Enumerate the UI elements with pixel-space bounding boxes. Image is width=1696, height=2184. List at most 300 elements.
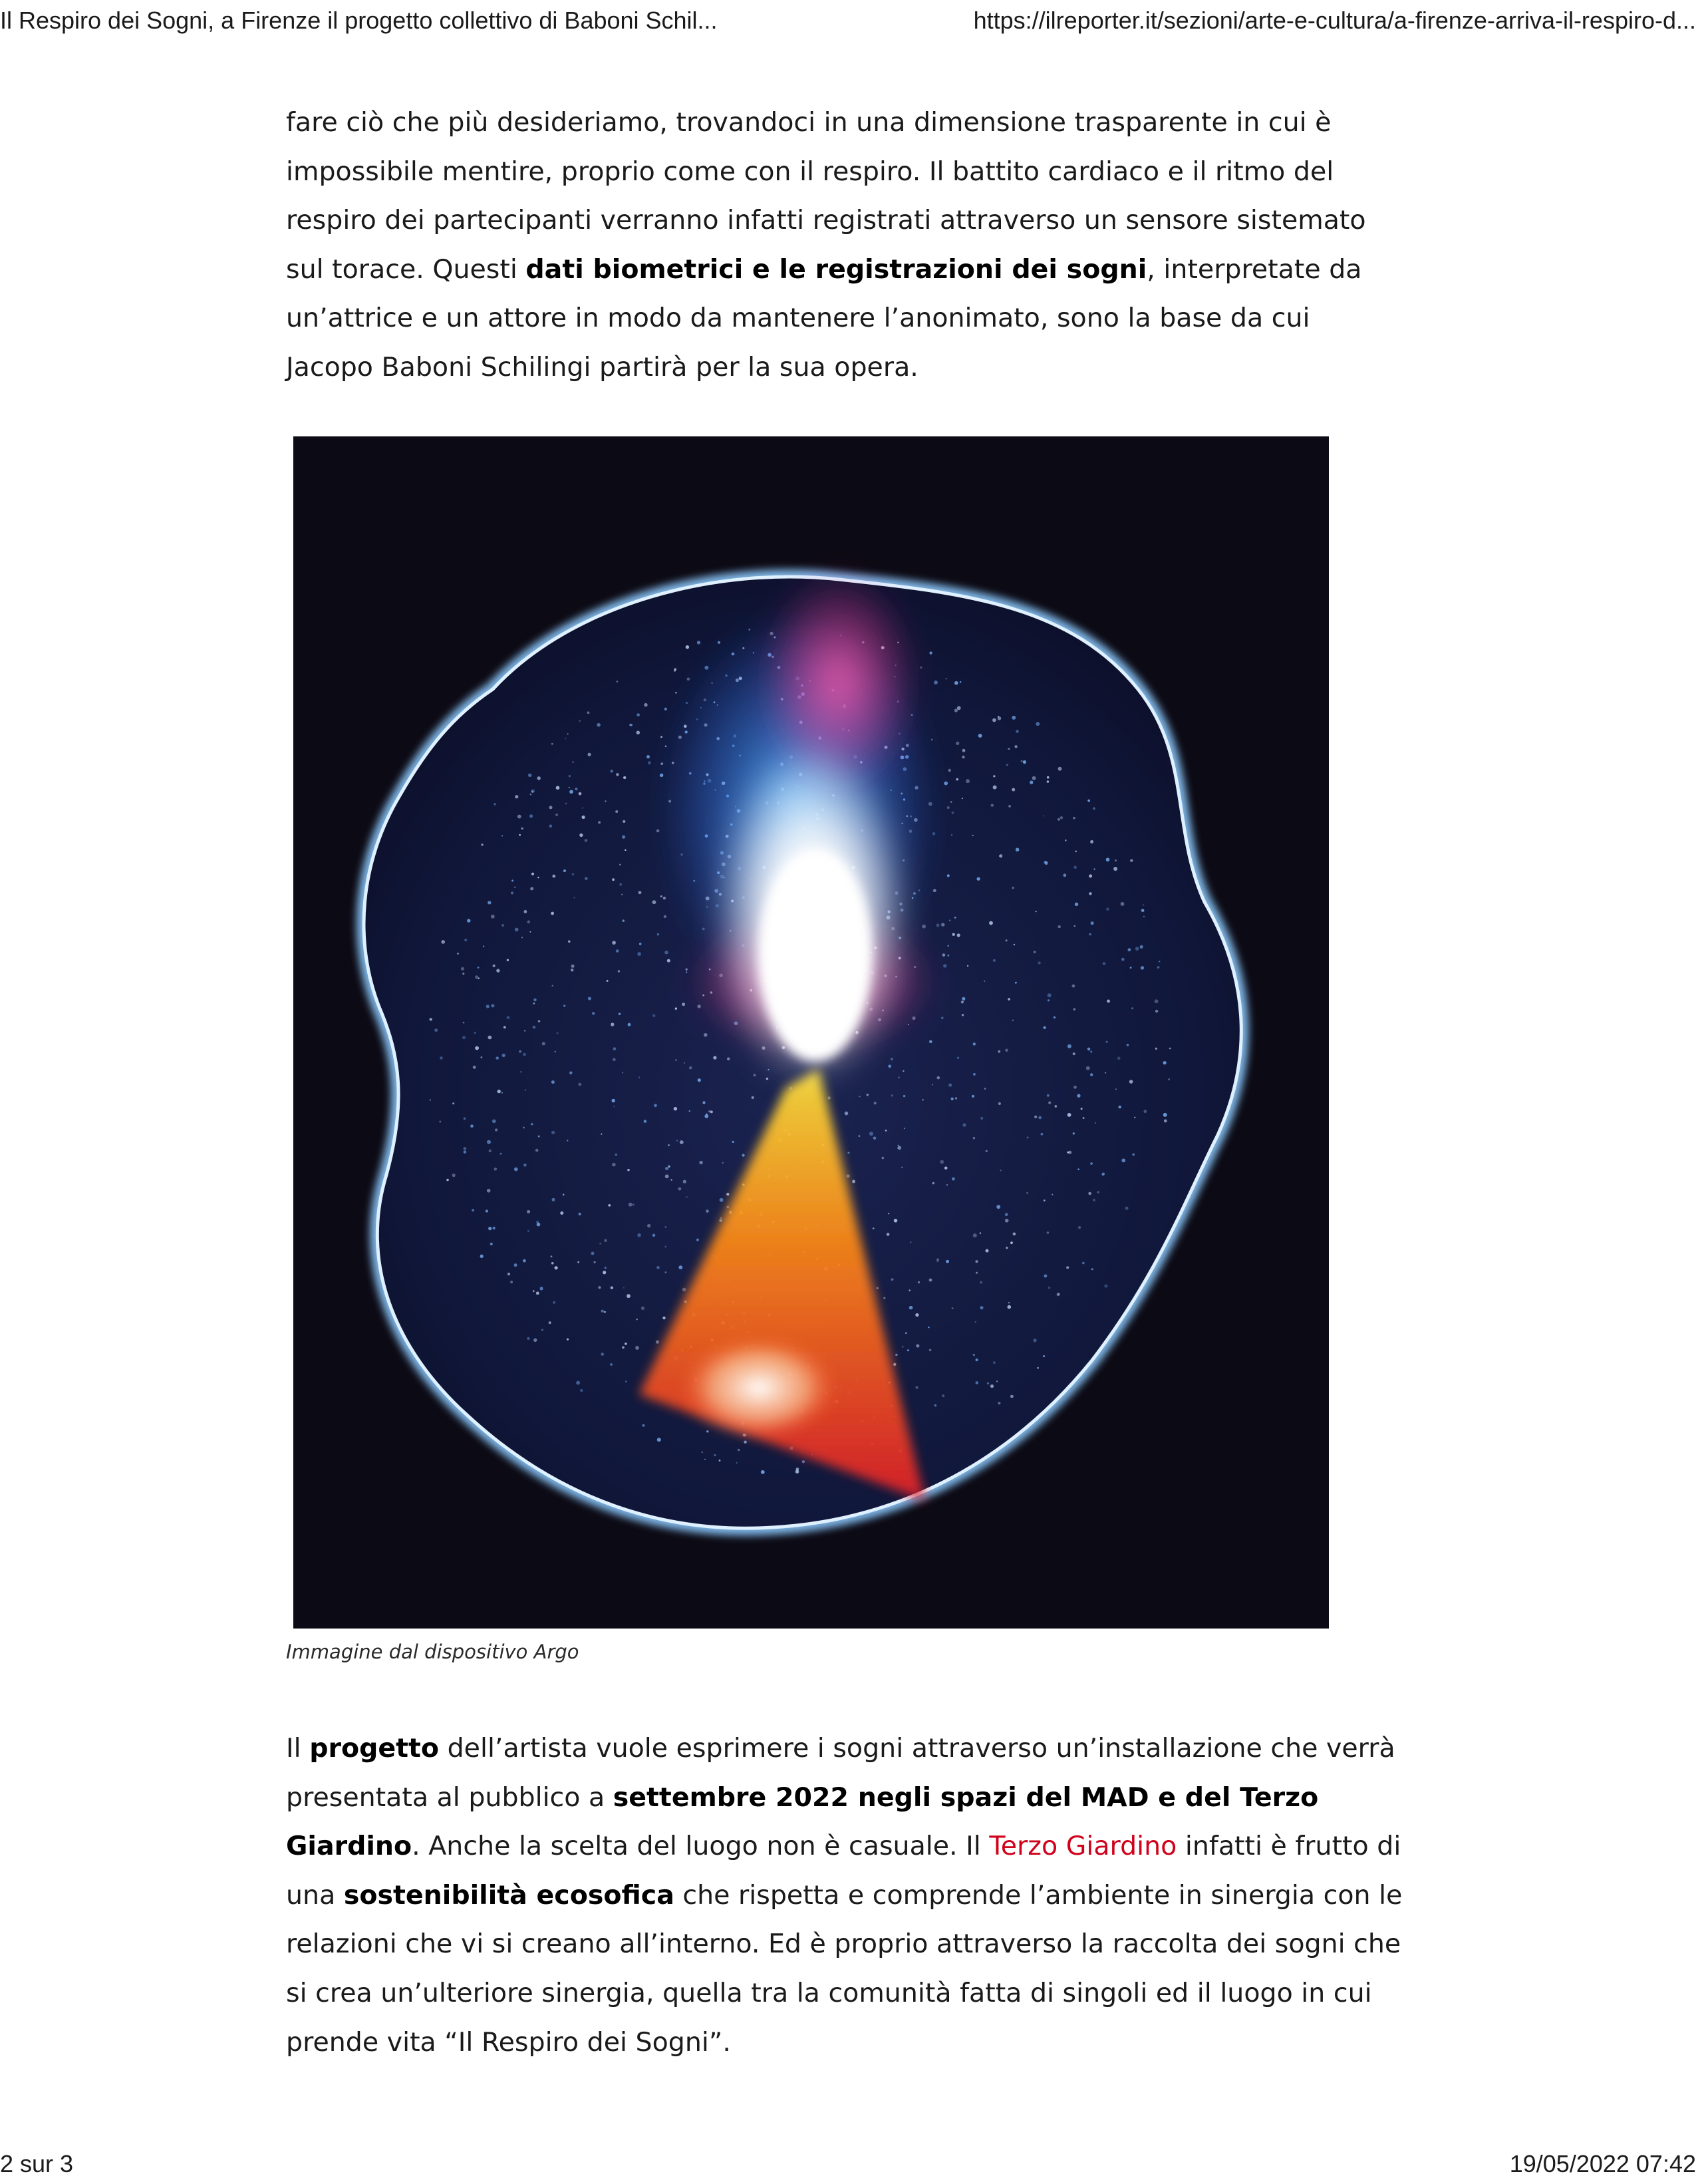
speckle xyxy=(488,1227,492,1230)
speckle xyxy=(588,997,591,1001)
speckle xyxy=(1067,1044,1071,1048)
speckle xyxy=(551,1080,555,1084)
speckle xyxy=(674,1107,677,1110)
speckle xyxy=(665,1167,668,1170)
speckle xyxy=(507,1273,510,1275)
speckle xyxy=(954,681,958,685)
speckle xyxy=(946,678,947,679)
speckle xyxy=(675,692,677,694)
speckle xyxy=(888,1213,889,1214)
speckle xyxy=(1141,966,1144,969)
speckle xyxy=(475,975,478,979)
speckle xyxy=(976,1260,978,1263)
speckle xyxy=(474,1032,476,1034)
speckle xyxy=(891,1058,893,1060)
speckle xyxy=(682,1003,685,1006)
speckle xyxy=(1104,1285,1107,1288)
speckle xyxy=(607,980,609,982)
speckle xyxy=(668,1144,670,1146)
speckle xyxy=(956,778,958,781)
speckle xyxy=(1023,760,1026,764)
print-header xyxy=(0,0,1696,40)
speckle xyxy=(977,877,980,881)
speckle xyxy=(665,1226,667,1228)
speckle xyxy=(646,755,650,758)
speckle xyxy=(641,1307,644,1310)
speckle xyxy=(537,776,541,780)
speckle xyxy=(973,1137,975,1139)
speckle xyxy=(1143,904,1144,905)
speckle xyxy=(599,1243,601,1244)
speckle xyxy=(1089,874,1092,877)
speckle xyxy=(601,1352,604,1356)
speckle xyxy=(1129,1080,1133,1084)
speckle xyxy=(675,1059,677,1061)
speckle xyxy=(1038,1116,1042,1120)
speckle xyxy=(956,742,959,745)
speckle xyxy=(877,1287,879,1289)
speckle xyxy=(615,810,618,813)
speckle xyxy=(1021,760,1023,762)
speckle xyxy=(951,1098,954,1100)
speckle xyxy=(668,1166,670,1168)
speckle xyxy=(948,769,951,772)
speckle xyxy=(973,1354,975,1356)
speckle xyxy=(491,915,495,919)
speckle xyxy=(1163,1113,1167,1117)
speckle xyxy=(993,775,995,777)
speckle xyxy=(698,1078,701,1082)
speckle xyxy=(934,1404,936,1406)
speckle xyxy=(718,641,720,644)
speckle xyxy=(495,1056,499,1060)
speckle xyxy=(1008,998,1010,1001)
speckle xyxy=(644,1120,646,1122)
speckle xyxy=(929,1279,932,1282)
speckle xyxy=(623,919,625,921)
speckle xyxy=(845,1112,849,1116)
speckle xyxy=(916,1344,919,1348)
speckle xyxy=(482,844,484,846)
speckle xyxy=(1055,1105,1057,1107)
speckle xyxy=(1134,1117,1135,1118)
speckle xyxy=(510,1281,513,1283)
speckle xyxy=(973,1233,977,1237)
speckle xyxy=(529,931,531,933)
speckle xyxy=(540,1287,543,1290)
speckle xyxy=(462,973,464,975)
speckle xyxy=(552,1198,555,1201)
speckle xyxy=(489,1150,492,1152)
speckle xyxy=(549,1321,551,1324)
flame-hot-spot xyxy=(679,1334,839,1441)
speckle xyxy=(619,883,622,886)
speckle xyxy=(1005,1219,1009,1223)
speckle xyxy=(434,1028,438,1032)
speckle xyxy=(1121,958,1125,961)
speckle xyxy=(967,965,968,967)
speckle xyxy=(619,864,621,865)
speckle xyxy=(523,1127,525,1129)
terzo-giardino-link[interactable]: Terzo Giardino xyxy=(989,1831,1177,1862)
speckle xyxy=(520,1071,521,1072)
speckle xyxy=(1164,1120,1167,1123)
speckle xyxy=(568,940,571,943)
speckle xyxy=(587,711,590,714)
speckle xyxy=(947,945,949,947)
speckle xyxy=(947,955,949,957)
speckle xyxy=(585,839,588,842)
speckle xyxy=(1089,933,1091,936)
speckle xyxy=(1008,748,1010,750)
speckle xyxy=(699,1161,702,1164)
speckle xyxy=(662,1317,665,1319)
speckle xyxy=(524,910,527,913)
speckle xyxy=(1008,805,1011,808)
speckle xyxy=(916,1386,919,1389)
speckle xyxy=(616,949,619,953)
speckle xyxy=(1106,1041,1108,1043)
article-paragraph-1 xyxy=(286,98,1403,392)
speckle xyxy=(697,641,700,644)
speckle xyxy=(1075,903,1078,906)
speckle xyxy=(1006,939,1008,941)
speckle xyxy=(1163,1061,1167,1064)
speckle xyxy=(439,1121,441,1123)
argo-device-image xyxy=(293,436,1329,1629)
speckle xyxy=(1073,1052,1075,1055)
speckle xyxy=(1014,745,1017,748)
speckle xyxy=(656,1266,660,1269)
speckle xyxy=(702,1101,705,1104)
speckle xyxy=(636,731,640,734)
speckle xyxy=(612,1099,615,1102)
speckle xyxy=(1044,1275,1048,1278)
speckle xyxy=(883,1297,885,1299)
speckle xyxy=(929,651,932,654)
speckle xyxy=(1102,1173,1105,1175)
speckle xyxy=(536,1292,539,1295)
speckle xyxy=(1155,1048,1157,1050)
speckle xyxy=(722,1162,724,1164)
speckle xyxy=(1159,961,1160,962)
speckle xyxy=(553,1301,555,1304)
speckle xyxy=(962,749,966,752)
speckle xyxy=(495,1128,497,1131)
speckle xyxy=(1090,840,1093,844)
speckle xyxy=(720,1198,724,1202)
speckle xyxy=(1141,909,1145,912)
speckle xyxy=(885,1130,887,1132)
speckle xyxy=(998,1050,1000,1053)
speckle xyxy=(462,1036,466,1039)
speckle xyxy=(954,917,956,919)
speckle xyxy=(937,1076,940,1080)
speckle xyxy=(986,1249,989,1253)
speckle xyxy=(480,1255,484,1258)
speckle xyxy=(535,1149,539,1152)
speckle xyxy=(1095,1122,1096,1124)
speckle xyxy=(569,787,570,788)
speckle xyxy=(464,939,467,941)
speckle xyxy=(903,1095,905,1097)
speckle xyxy=(874,1102,877,1104)
speckle xyxy=(652,1014,655,1017)
speckle xyxy=(678,1265,682,1269)
speckle xyxy=(523,1053,526,1056)
speckle xyxy=(665,1174,669,1178)
speckle xyxy=(1000,1170,1001,1171)
speckle xyxy=(656,830,660,833)
speckle xyxy=(991,804,994,806)
speckle xyxy=(915,1313,919,1317)
speckle xyxy=(1027,1137,1029,1139)
speckle xyxy=(552,875,555,878)
speckle xyxy=(898,1076,900,1078)
speckle xyxy=(1093,807,1095,810)
speckle xyxy=(644,703,647,706)
speckle xyxy=(1066,1266,1069,1269)
speckle xyxy=(1010,1241,1013,1244)
speckle xyxy=(873,1137,877,1140)
speckle xyxy=(452,1102,454,1104)
speckle xyxy=(1067,1113,1071,1117)
speckle xyxy=(1155,1010,1158,1013)
speckle xyxy=(901,1167,903,1168)
speckle xyxy=(752,1096,754,1099)
speckle xyxy=(635,1346,639,1350)
speckle xyxy=(869,1132,873,1136)
speckle xyxy=(533,1290,535,1292)
speckle xyxy=(952,1307,954,1309)
speckle xyxy=(647,1224,650,1227)
speckle xyxy=(909,1306,913,1310)
speckle xyxy=(678,1187,682,1191)
speckle xyxy=(605,800,606,802)
speckle xyxy=(660,736,662,738)
speckle xyxy=(598,821,601,824)
speckle xyxy=(962,798,963,799)
speckle xyxy=(1026,1192,1028,1194)
speckle xyxy=(622,836,625,839)
speckle xyxy=(920,667,922,669)
speckle xyxy=(1106,858,1110,861)
speckle xyxy=(706,1430,708,1432)
speckle xyxy=(957,1057,959,1059)
speckle xyxy=(533,1003,535,1005)
speckle xyxy=(754,1074,756,1076)
speckle xyxy=(593,1261,595,1263)
speckle xyxy=(1169,1048,1171,1050)
speckle xyxy=(684,1062,685,1064)
speckle xyxy=(1067,1152,1069,1154)
speckle xyxy=(592,1012,595,1014)
bold-text: sostenibilità ecosofica xyxy=(343,1879,674,1911)
speckle xyxy=(972,835,974,836)
speckle xyxy=(501,1092,503,1094)
speckle xyxy=(1075,850,1077,852)
speckle xyxy=(567,1338,569,1340)
speckle xyxy=(514,886,516,888)
speckle xyxy=(638,891,642,894)
speckle xyxy=(549,825,553,828)
paragraph-text: infatti è frutto di una xyxy=(286,1831,1401,1911)
speckle xyxy=(637,1233,641,1237)
speckle xyxy=(527,921,531,924)
speckle xyxy=(612,941,616,945)
speckle xyxy=(591,1252,595,1255)
speckle xyxy=(689,1066,692,1069)
speckle xyxy=(538,1136,540,1138)
speckle xyxy=(636,1319,637,1320)
speckle xyxy=(710,1110,713,1113)
page-title: Il Respiro dei Sogni, a Firenze il progetto collettivo di Baboni Schil... xyxy=(0,7,718,34)
speckle xyxy=(1008,1302,1010,1303)
speckle xyxy=(530,794,532,796)
speckle xyxy=(538,1020,541,1022)
speckle xyxy=(702,1452,703,1453)
speckle xyxy=(714,1454,716,1456)
speckle xyxy=(1063,873,1066,877)
speckle xyxy=(1088,1192,1091,1195)
speckle xyxy=(1057,1293,1060,1296)
speckle xyxy=(452,1173,456,1177)
speckle xyxy=(1135,947,1139,951)
speckle xyxy=(1081,1108,1083,1110)
speckle xyxy=(578,1083,581,1086)
speckle xyxy=(944,1167,948,1170)
speckle xyxy=(1131,1007,1133,1009)
speckle xyxy=(936,923,940,927)
speckle xyxy=(993,1361,996,1364)
speckle xyxy=(1037,1367,1039,1369)
speckle xyxy=(922,925,926,929)
speckle xyxy=(623,776,626,779)
speckle xyxy=(941,923,944,926)
speckle xyxy=(514,1263,517,1267)
speckle xyxy=(1087,800,1090,802)
speckle xyxy=(980,1281,982,1284)
speckle xyxy=(610,1363,613,1366)
speckle xyxy=(527,1230,529,1232)
speckle xyxy=(461,967,464,971)
speckle xyxy=(497,1090,501,1093)
speckle xyxy=(613,1047,617,1050)
speckle xyxy=(727,1058,730,1060)
speckle xyxy=(1090,1162,1093,1165)
speckle xyxy=(1047,776,1050,779)
speckle xyxy=(1090,1073,1093,1076)
speckle xyxy=(1012,887,1014,889)
speckle xyxy=(1014,944,1015,945)
speckle xyxy=(950,801,952,803)
speckle xyxy=(527,1210,530,1213)
speckle xyxy=(663,897,666,899)
speckle xyxy=(569,1072,572,1074)
speckle xyxy=(507,959,509,961)
speckle xyxy=(622,1346,625,1349)
speckle xyxy=(1048,1102,1051,1104)
speckle xyxy=(625,850,627,852)
speckle xyxy=(446,1179,449,1181)
speckle xyxy=(1087,1048,1091,1051)
speckle xyxy=(686,1196,688,1197)
speckle xyxy=(464,1118,466,1120)
speckle xyxy=(973,1042,976,1045)
speckle xyxy=(933,889,936,892)
speckle xyxy=(766,1078,769,1080)
speckle xyxy=(603,1271,606,1274)
speckle xyxy=(486,1005,490,1008)
speckle xyxy=(978,734,982,738)
speckle xyxy=(962,997,965,1001)
speckle xyxy=(488,901,491,904)
speckle xyxy=(686,645,689,649)
speckle xyxy=(1043,815,1044,816)
speckle xyxy=(719,1460,721,1462)
speckle xyxy=(625,1380,627,1382)
speckle xyxy=(973,1073,976,1076)
speckle xyxy=(704,1033,707,1036)
speckle xyxy=(1052,1194,1053,1195)
speckle xyxy=(1048,993,1052,997)
speckle xyxy=(657,1438,661,1442)
speckle xyxy=(622,1072,623,1073)
paragraph-text: che rispetta e comprende l’ambiente in sinergia con le relazioni che vi si creano all’interno. Ed è proprio attraverso la raccolta dei sogni che si crea un’ulteriore sinergia, quella tra la comunità fatta di singoli ed il luogo in cui prende vita “Il Respiro dei Sogni”. xyxy=(286,1879,1403,2058)
speckle xyxy=(1140,945,1143,949)
speckle xyxy=(625,1342,627,1345)
speckle xyxy=(529,814,533,818)
speckle xyxy=(473,1066,476,1069)
speckle xyxy=(1045,861,1048,865)
paragraph-text: dell’artista vuole esprimere i sogni attraverso un’installazione che verrà presentata al pubblico a xyxy=(286,1733,1395,1813)
speckle xyxy=(441,940,445,944)
speckle xyxy=(613,1058,616,1061)
speckle xyxy=(487,1140,491,1144)
speckle xyxy=(533,1338,537,1342)
speckle xyxy=(940,1160,944,1164)
speckle xyxy=(1033,1338,1036,1342)
speckle xyxy=(1005,1049,1008,1052)
speckle xyxy=(1043,1355,1045,1357)
speckle xyxy=(491,1004,494,1007)
speckle xyxy=(852,1180,855,1183)
speckle xyxy=(1032,776,1036,780)
speckle xyxy=(847,1152,849,1154)
speckle xyxy=(943,964,946,967)
speckle xyxy=(888,1065,891,1068)
speckle xyxy=(551,743,553,745)
paragraph-text: . Anche la scelta del luogo non è casuale. Il xyxy=(412,1831,990,1862)
speckle xyxy=(633,1203,635,1205)
speckle xyxy=(1058,818,1060,821)
speckle xyxy=(486,1209,488,1212)
speckle xyxy=(1034,951,1036,953)
speckle xyxy=(946,1260,949,1263)
speckle xyxy=(611,1022,614,1026)
speckle xyxy=(573,897,575,898)
speckle xyxy=(942,1394,944,1397)
speckle xyxy=(579,720,581,722)
speckle xyxy=(918,1281,920,1283)
speckle xyxy=(922,1099,924,1100)
speckle xyxy=(859,1135,861,1137)
speckle xyxy=(472,1209,474,1211)
speckle xyxy=(551,912,554,915)
speckle xyxy=(502,1054,505,1057)
speckle xyxy=(1012,788,1015,792)
speckle xyxy=(521,828,523,830)
